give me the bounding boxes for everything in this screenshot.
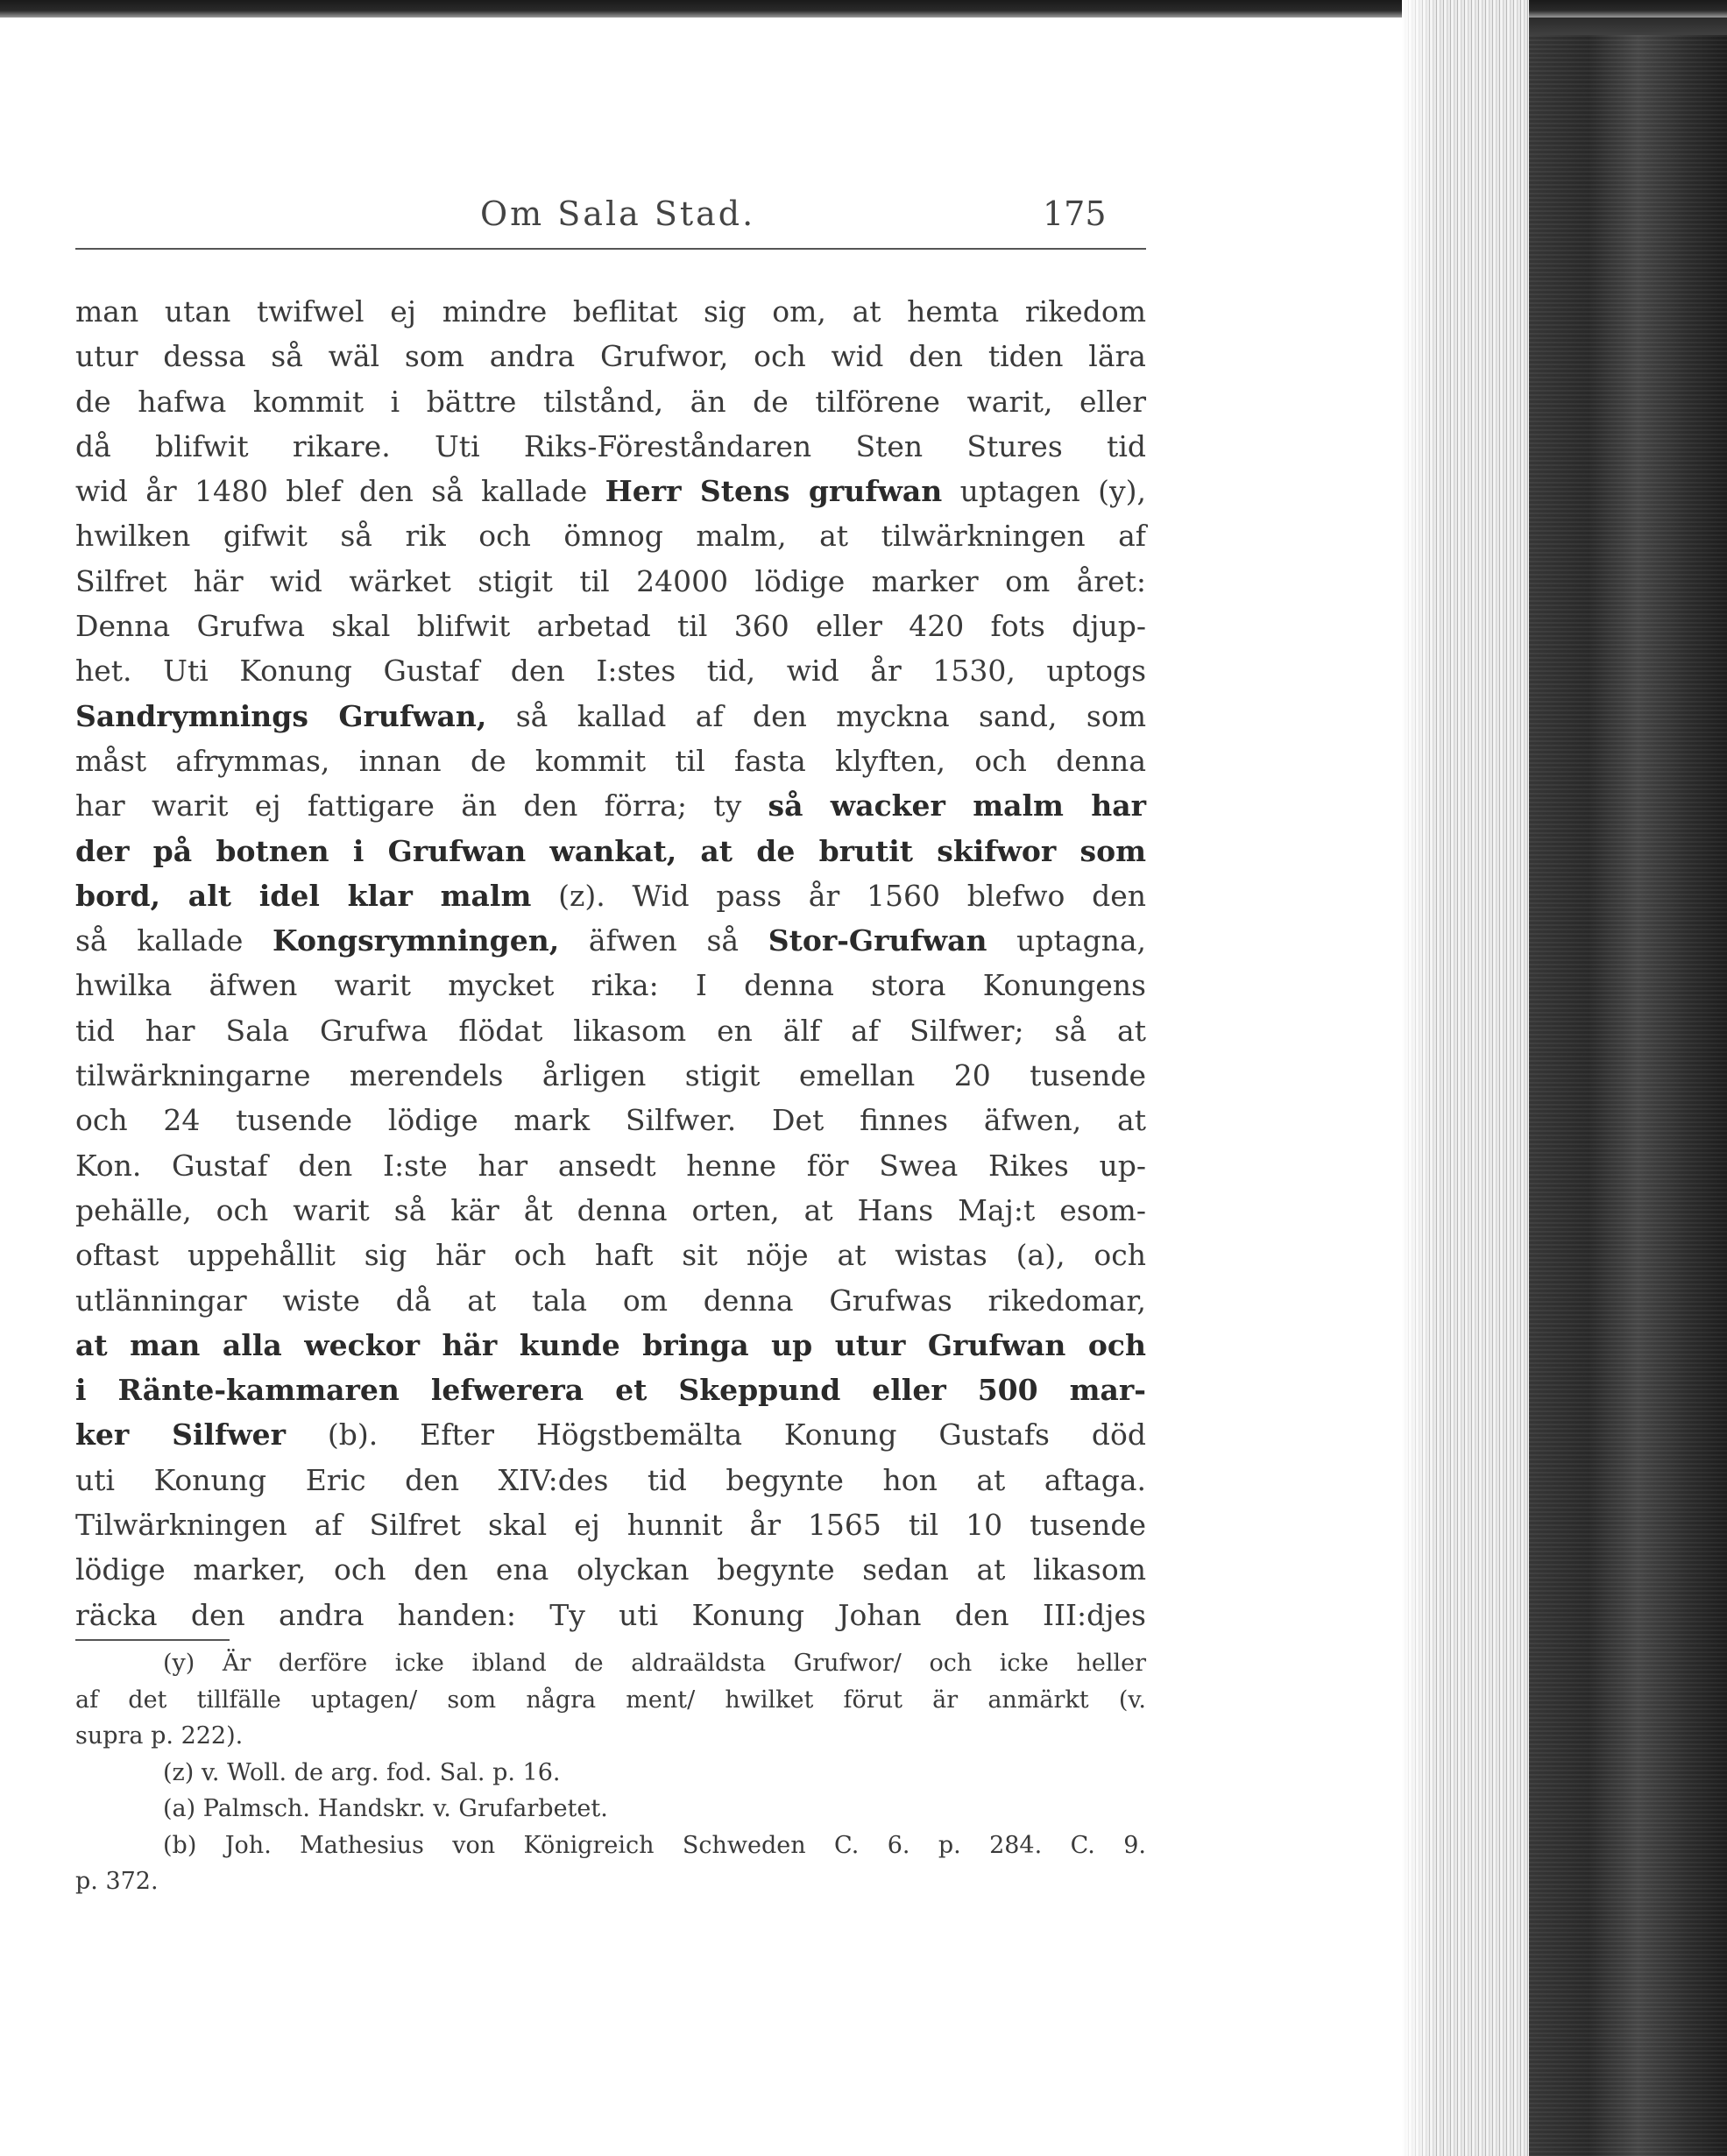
text-run: utur dessa så wäl som andra Grufwor, och wid den tiden lära [75,339,1146,374]
text-run: hwilka äfwen warit mycket rika: I denna stora Konungens [75,968,1146,1003]
body-line [75,1098,1146,1142]
text-run: uptagen (y), [942,474,1146,509]
header-rule [75,248,1146,250]
body-line [75,1458,1146,1502]
text-run: hwilken gifwit så rik och ömnog malm, at tilwärkningen af [75,519,1146,554]
body-line [75,513,1146,558]
body-line [75,1188,1146,1233]
body-text [75,289,1146,1637]
body-line [75,469,1146,513]
body-line [75,424,1146,469]
text-run: lödige marker, och den ena olyckan begynte sedan at likasom [75,1552,1146,1587]
body-line [75,1502,1146,1547]
body-line [75,559,1146,604]
bold-phrase: Herr Stens grufwan [605,474,943,509]
footnote-line: (a) Palmsch. Handskr. v. Grufarbetet. [163,1795,608,1822]
body-line [75,694,1146,739]
footnote-line: (z) v. Woll. de arg. fod. Sal. p. 16. [163,1758,561,1786]
text-run: och 24 tusende lödige mark Silfwer. Det finnes äfwen, at [75,1103,1146,1138]
body-line [75,1412,1146,1457]
text-run: måst afrymmas, innan de kommit til fasta klyften, och denna [75,743,1146,778]
body-line [75,963,1146,1007]
text-run: har warit ej fattigare än den förra; ty [75,788,768,824]
text-run: man utan twifwel ej mindre beflitat sig om, at hemta rikedom [75,294,1146,329]
footnote-line: supra p. 222). [75,1722,244,1750]
text-run: tid har Sala Grufwa flödat likasom en älf af Silfwer; så at [75,1013,1146,1048]
bold-phrase: der på botnen i Grufwan wankat, at de brutit skifwor som [75,833,1146,868]
text-run: Kon. Gustaf den I:ste har ansedt henne för Swea Rikes up- [75,1148,1146,1183]
text-run: äfwen så [559,923,768,958]
text-run: (z). Wid pass år 1560 blefwo den [531,878,1146,913]
body-line [75,379,1146,424]
text-run: het. Uti Konung Gustaf den I:stes tid, wid år 1530, uptogs [75,654,1146,689]
body-line [75,1547,1146,1592]
body-line [75,918,1146,963]
body-line [75,1008,1146,1053]
footnotes [75,1645,1146,1900]
text-run: de hafwa kommit i bättre tilstånd, än de tilförene warit, eller [75,384,1146,419]
body-line [75,1278,1146,1323]
body-line [75,873,1146,918]
footnote-line: (y) Är derföre icke ibland de aldraäldsta Grufwor/ och icke heller [163,1650,1146,1677]
text-run: oftast uppehållit sig här och haft sit nöje at wistas (a), och [75,1238,1146,1273]
text-run: pehälle, och warit så kär åt denna orten, at Hans Maj:t esom- [75,1192,1146,1227]
bold-phrase: Stor-Grufwan [768,923,987,958]
text-run: utlänningar wiste då at tala om denna Grufwas rikedomar, [75,1283,1146,1318]
running-title: Om Sala Stad. [480,194,756,233]
text-run: wid år 1480 blef den så kallade [75,474,605,509]
text-run: tilwärkningarne merendels årligen stigit emellan 20 tusende [75,1058,1146,1093]
body-line [75,604,1146,648]
bold-phrase: ker Silfwer [75,1417,287,1453]
footnote-rule [75,1639,230,1641]
body-line [75,1233,1146,1277]
body-line [75,739,1146,783]
book-cover [1529,35,1727,2156]
text-run: (b). Efter Högstbemälta Konung Gustafs död [286,1417,1146,1453]
text-run: Denna Grufwa skal blifwit arbetad til 360 eller 420 fots djup- [75,609,1146,644]
body-line [75,1593,1146,1637]
text-run: så kallade [75,923,273,958]
bold-phrase: så wacker malm har [768,788,1147,824]
body-line [75,829,1146,873]
body-line [75,648,1146,693]
footnote-line: af det tillfälle uptagen/ som några ment/ hwilket förut är anmärkt (v. [75,1686,1146,1714]
footnote-line: p. 372. [75,1868,159,1895]
body-line [75,289,1146,334]
body-line [75,783,1146,828]
text-run: räcka den andra handen: Ty uti Konung Johan den III:djes [75,1597,1146,1632]
page-edge-highlight [1402,0,1437,2156]
text-run: Silfret här wid wärket stigit til 24000 lödige marker om året: [75,563,1146,598]
footnote-line: (b) Joh. Mathesius von Königreich Schweden C. 6. p. 284. C. 9. [163,1831,1146,1859]
body-line [75,1143,1146,1188]
text-run: Tilwärkningen af Silfret skal ej hunnit år 1565 til 10 tusende [75,1508,1146,1543]
bold-phrase: at man alla weckor här kunde bringa up utur Grufwan och [75,1327,1146,1362]
text-run: uti Konung Eric den XIV:des tid begynte hon at aftaga. [75,1462,1146,1497]
page-number: 175 [1043,194,1107,233]
bold-phrase: i Ränte-kammaren lefwerera et Skeppund eller 500 mar- [75,1373,1146,1408]
bold-phrase: bord, alt idel klar malm [75,878,532,913]
bold-phrase: Sandrymnings Grufwan, [75,698,487,733]
body-line [75,334,1146,378]
text-run: då blifwit rikare. Uti Riks-Föreståndaren Sten Stures tid [75,428,1146,463]
body-line [75,1053,1146,1098]
text-run: så kallad af den myckna sand, som [486,698,1146,733]
body-line [75,1368,1146,1412]
text-run: uptagna, [987,923,1146,958]
bold-phrase: Kongsrymningen, [272,923,560,958]
body-line [75,1323,1146,1368]
